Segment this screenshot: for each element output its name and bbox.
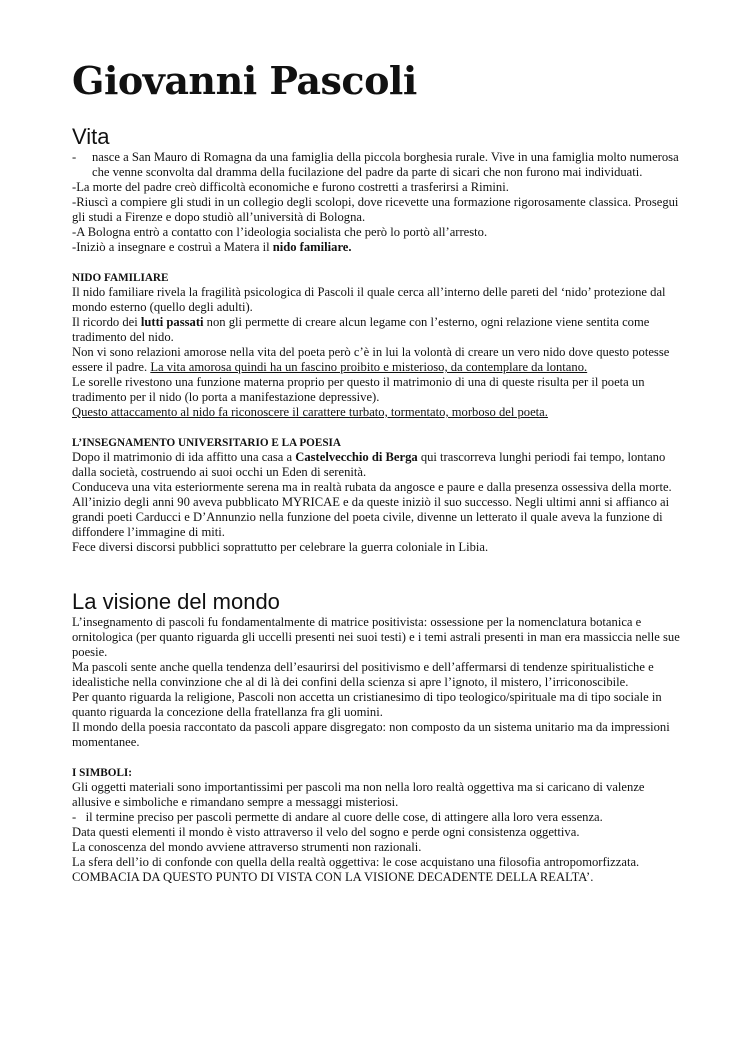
nido-paragraph-2: Il ricordo dei lutti passati non gli permette di creare alcun legame con l’esterno, ogni relazione viene sentita come tradimento del nido. <box>72 315 650 344</box>
section-heading-insegnamento: L’INSEGNAMENTO UNIVERSITARIO E LA POESIA <box>72 437 341 449</box>
section-visione <box>72 615 682 750</box>
document-page <box>72 58 682 885</box>
section-heading-nido: NIDO FAMILIARE <box>72 272 169 284</box>
nido-paragraph-5: Questo attaccamento al nido fa riconoscere il carattere turbato, tormentato, morboso del poeta. <box>72 405 548 419</box>
insegnamento-paragraph-3: All’inizio degli anni 90 aveva pubblicato MYRICAE e da queste iniziò il suo successo. Negli ultimi anni si affianco ai grandi poeti Carducci e D’Annunzio nella funzione del poeta civile, divenne un letterato il quale aveva la funzione di diffondere l’immagine di miti. <box>72 495 670 539</box>
simboli-paragraph-6: COMBACIA DA QUESTO PUNTO DI VISTA CON LA VISIONE DECADENTE DELLA REALTA’. <box>72 870 594 884</box>
visione-paragraph-4: Il mondo della poesia raccontato da pascoli appare disgregato: non composto da un sistema unitario ma da impressioni momentanee. <box>72 720 670 749</box>
section-insegnamento <box>72 450 682 555</box>
simboli-paragraph-5: La sfera dell’io di confonde con quella della realtà oggettiva: le cose acquistano una filosofia antropomorfizzata. <box>72 855 640 869</box>
visione-paragraph-2: Ma pascoli sente anche quella tendenza dell’esaurirsi del positivismo e dell’affermarsi di tendenze spiritualistiche e idealistiche nella convinzione che al di là dei confini della scienza si apre l’ignoto, il mistero, l’irriconoscibile. <box>72 660 654 689</box>
nido-paragraph-4: Le sorelle rivestono una funzione materna proprio per questo il matrimonio di una di queste risulta per il poeta un tradimento per il nido (lo porta a manifestazione depressive). <box>72 375 645 404</box>
section-heading-simboli: I SIMBOLI: <box>72 767 132 779</box>
vita-line-3: -Riuscì a compiere gli studi in un collegio degli scolopi, dove ricevette una formazione rigorosamente classica. Prosegui gli studi a Firenze e dopo studiò all’università di Bologna. <box>72 195 679 224</box>
vita-bullet-1: - nasce a San Mauro di Romagna da una famiglia della piccola borghesia rurale. Vive in una famiglia molto numerosa che venne sconvolta dal dramma della fucilazione del padre da parte di sicari che non furono mai individuati. <box>72 150 679 179</box>
visione-paragraph-3: Per quanto riguarda la religione, Pascoli non accetta un cristianesimo di tipo teologico/spirituale ma di tipo sociale in quanto riguarda la concezione della fratellanza fra gli uomini. <box>72 690 662 719</box>
bullet-marker: - <box>72 150 77 164</box>
insegnamento-paragraph-2: Conduceva una vita esteriormente serena ma in realtà rubata da angosce e paure e dalla presenza ossessiva della morte. <box>72 480 672 494</box>
insegnamento-paragraph-1: Dopo il matrimonio di ida affitto una casa a Castelvecchio di Berga qui trascorreva lunghi periodi fai tempo, lontano dalla società, costruendo ai suoi occhi un Eden di serenità. <box>72 450 666 479</box>
section-simboli <box>72 780 682 885</box>
insegnamento-paragraph-4: Fece diversi discorsi pubblici soprattutto per celebrare la guerra coloniale in Libia. <box>72 540 489 554</box>
visione-paragraph-1: L’insegnamento di pascoli fu fondamentalmente di matrice positivista: ossessione per la nomenclatura botanica e ornitologica (per quanto riguarda gli uccelli presenti nei suoi testi) e i temi astrali presenti in man era massiccia nelle sue poesie. <box>72 615 680 659</box>
vita-line-5: -Iniziò a insegnare e costruì a Matera il nido familiare. <box>72 240 352 254</box>
simboli-paragraph-4: La conoscenza del mondo avviene attraverso strumenti non razionali. <box>72 840 422 854</box>
simboli-paragraph-2: - il termine preciso per pascoli permette di andare al cuore delle cose, di attingere alla loro vera essenza. <box>72 810 603 824</box>
simboli-paragraph-3: Data questi elementi il mondo è visto attraverso il velo del sogno e perde ogni consistenza oggettiva. <box>72 825 580 839</box>
vita-line-2: -La morte del padre creò difficoltà economiche e furono costretti a trasferirsi a Rimini. <box>72 180 509 194</box>
simboli-paragraph-1: Gli oggetti materiali sono importantissimi per pascoli ma non nella loro realtà oggettiva ma si caricano di valenze allusive e simboliche e rimandano sempre a messaggi misteriosi. <box>72 780 645 809</box>
nido-paragraph-3: Non vi sono relazioni amorose nella vita del poeta però c’è in lui la volontà di creare un vero nido dove questo potesse essere il padre. La vita amorosa quindi ha un fascino proibito e misterioso, da contemplare da lontano. <box>72 345 670 374</box>
vita-line-4: -A Bologna entrò a contatto con l’ideologia socialista che però lo portò all’arresto. <box>72 225 488 239</box>
section-nido <box>72 285 682 420</box>
section-vita <box>72 150 682 255</box>
section-heading-vita: Vita <box>72 124 110 149</box>
nido-paragraph-1: Il nido familiare rivela la fragilità psicologica di Pascoli il quale cerca all’interno delle pareti del ‘nido’ protezione dal mondo esterno (quello degli adulti). <box>72 285 666 314</box>
document-title: Giovanni Pascoli <box>72 58 417 103</box>
section-heading-visione: La visione del mondo <box>72 589 280 614</box>
